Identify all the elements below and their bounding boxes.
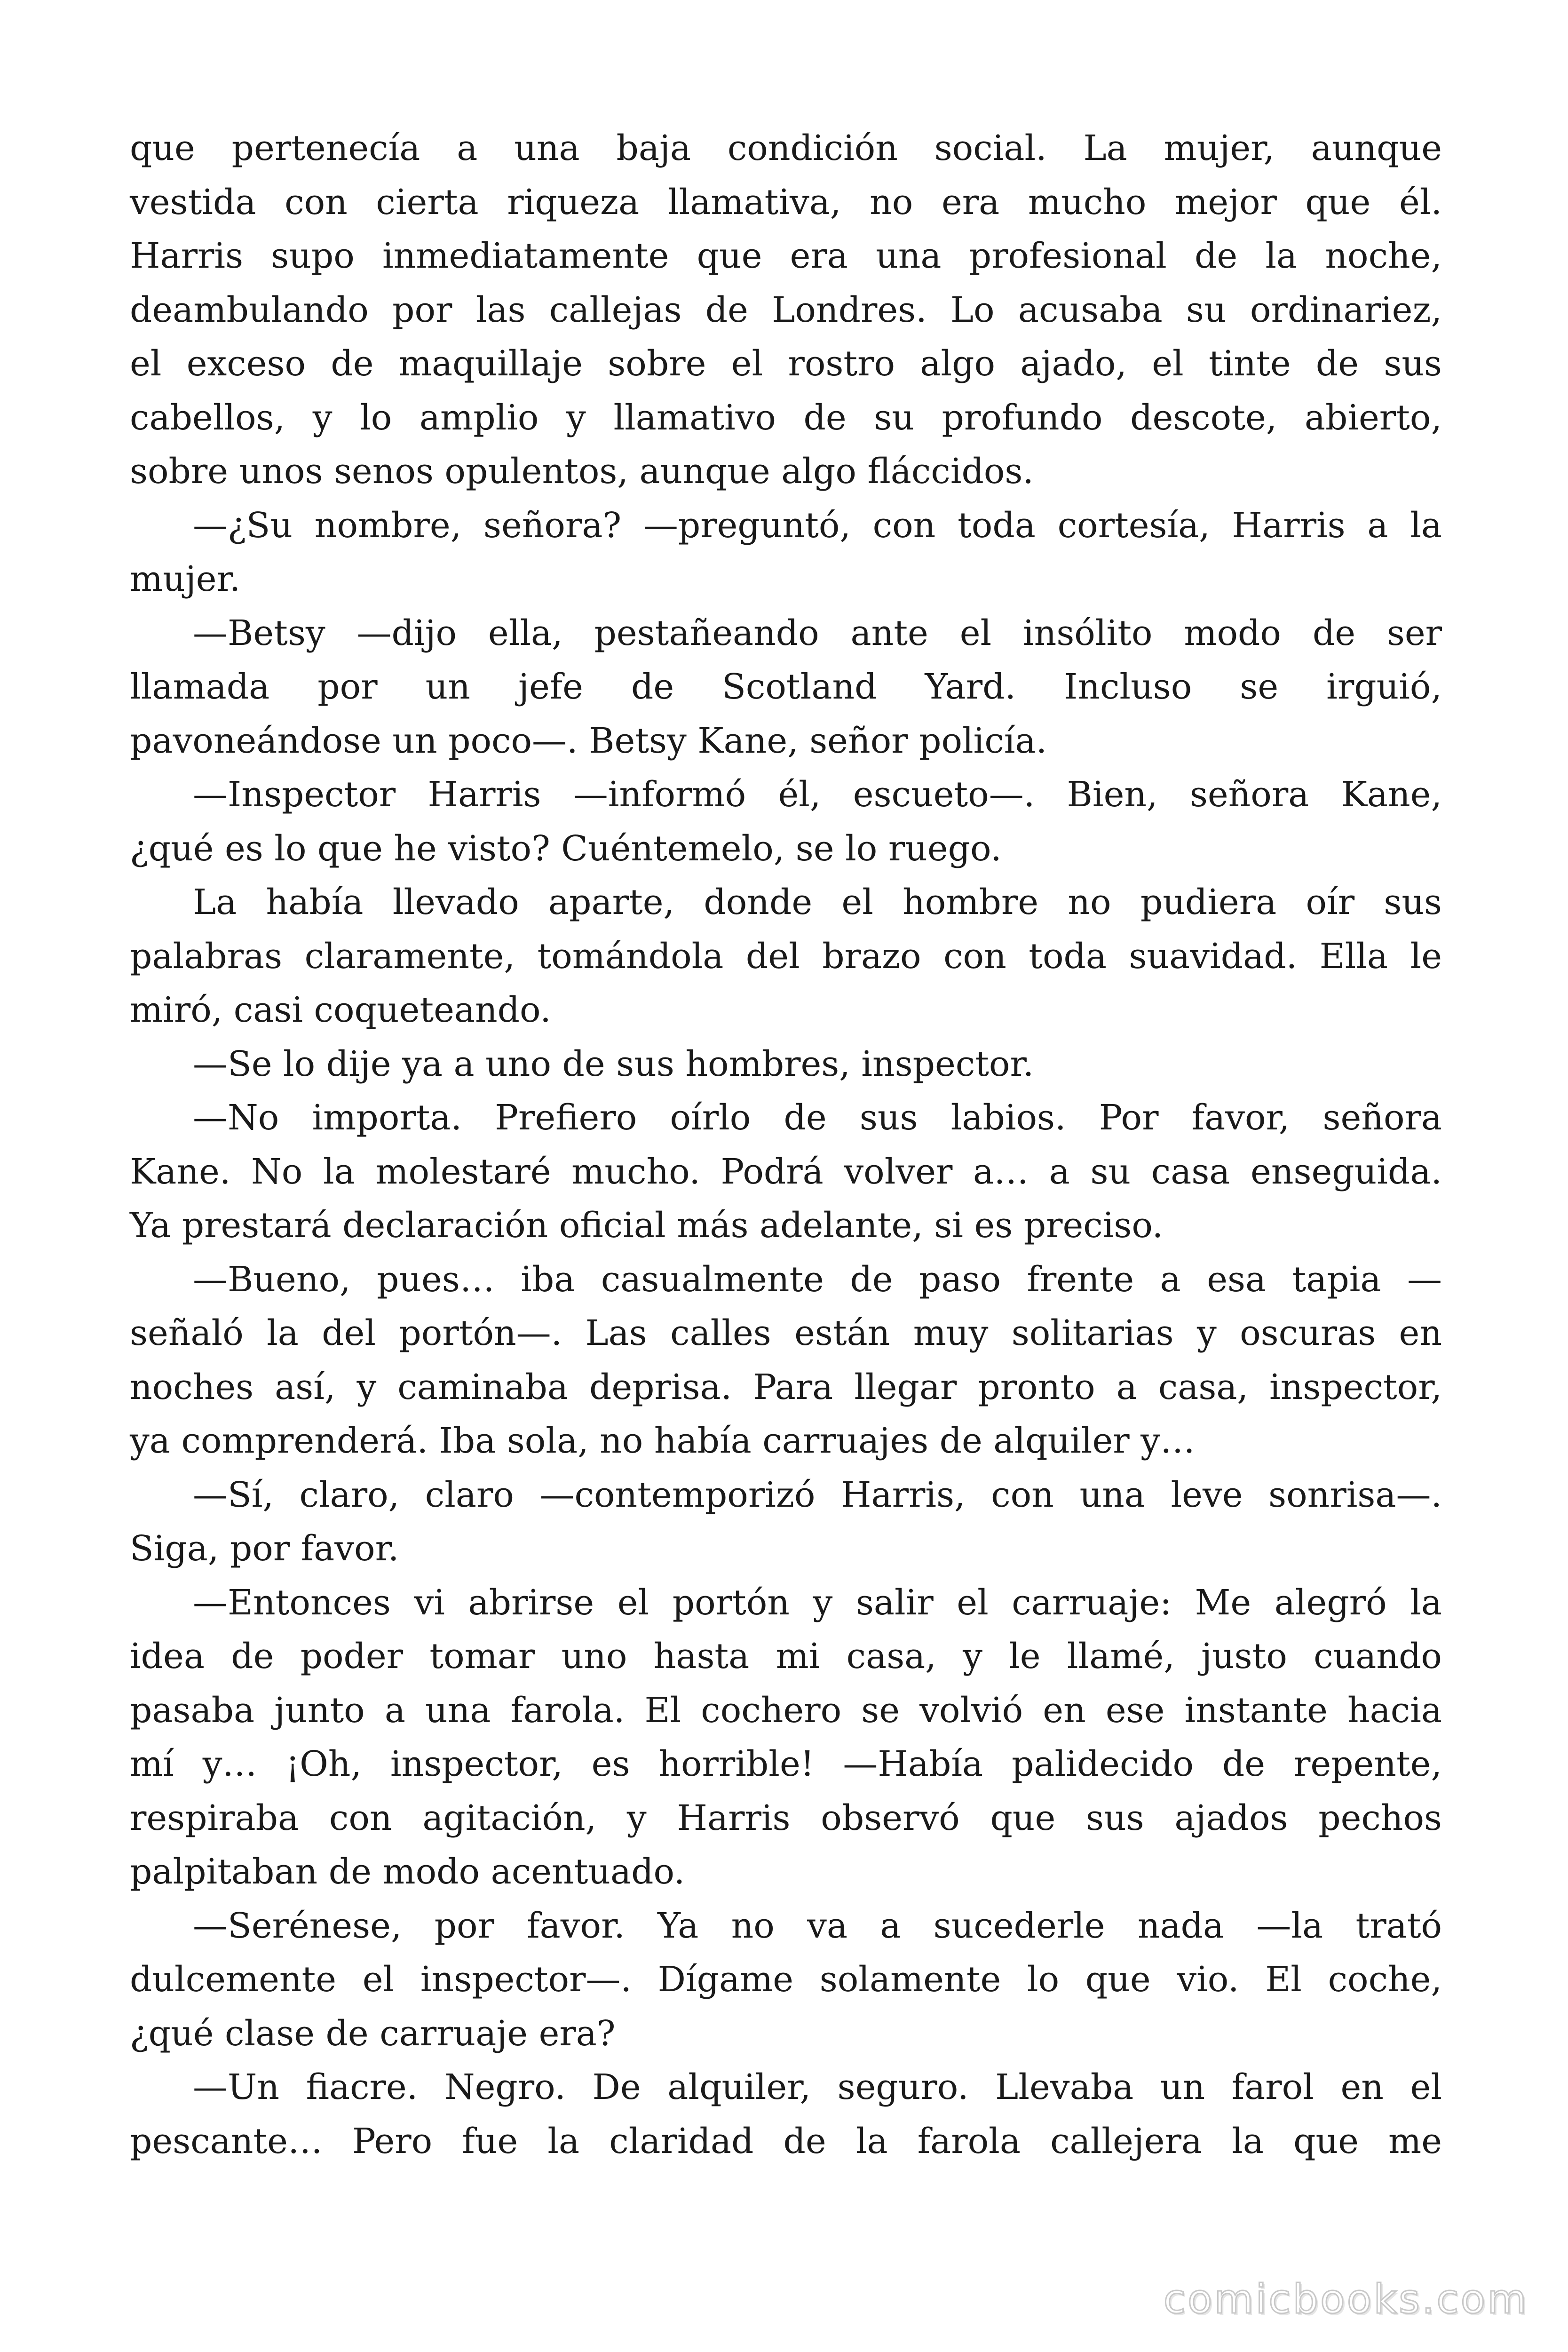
text-line: el exceso de maquillaje sobre el rostro algo ajado, el tinte de sus (130, 343, 1442, 384)
text-line: —Sí, claro, claro —contemporizó Harris, con una leve sonrisa—. (193, 1474, 1442, 1515)
text-line: palpitaban de modo acentuado. (130, 1851, 685, 1892)
text-line: —Bueno, pues… iba casualmente de paso frente a esa tapia — (193, 1259, 1442, 1300)
text-line: palabras claramente, tomándola del brazo con toda suavidad. Ella le (130, 936, 1442, 977)
text-line: La había llevado aparte, donde el hombre no pudiera oír sus (193, 882, 1442, 922)
text-line: Harris supo inmediatamente que era una profesional de la noche, (130, 236, 1442, 276)
text-line: —Entonces vi abrirse el portón y salir el carruaje: Me alegró la (193, 1582, 1442, 1623)
text-line: —¿Su nombre, señora? —preguntó, con toda cortesía, Harris a la (193, 505, 1442, 546)
text-line: miró, casi coqueteando. (130, 990, 551, 1030)
text-line: señaló la del portón—. Las calles están muy solitarias y oscuras en (130, 1313, 1442, 1353)
watermark: comicbooks.com (1163, 2276, 1528, 2323)
text-line: Kane. No la molestaré mucho. Podrá volver a… a su casa enseguida. (130, 1151, 1442, 1192)
text-line: —Se lo dije ya a uno de sus hombres, inspector. (193, 1043, 1034, 1084)
text-line: —Inspector Harris —informó él, escueto—. Bien, señora Kane, (193, 774, 1442, 815)
text-line: Ya prestará declaración oficial más adelante, si es preciso. (130, 1205, 1164, 1246)
text-line: llamada por un jefe de Scotland Yard. Incluso se irguió, (130, 667, 1442, 707)
text-line: ¿qué es lo que he visto? Cuéntemelo, se lo ruego. (130, 828, 1002, 869)
text-line: ya comprenderá. Iba sola, no había carruajes de alquiler y… (130, 1421, 1195, 1461)
text-line: pavoneándose un poco—. Betsy Kane, señor policía. (130, 720, 1047, 761)
text-line: que pertenecía a una baja condición social. La mujer, aunque (130, 128, 1442, 168)
text-line: sobre unos senos opulentos, aunque algo fláccidos. (130, 451, 1034, 492)
text-line: noches así, y caminaba deprisa. Para llegar pronto a casa, inspector, (130, 1367, 1442, 1407)
text-line: vestida con cierta riqueza llamativa, no era mucho mejor que él. (130, 182, 1442, 222)
text-line: cabellos, y lo amplio y llamativo de su profundo descote, abierto, (130, 397, 1442, 438)
text-line: pasaba junto a una farola. El cochero se volvió en ese instante hacia (130, 1690, 1442, 1731)
text-line: mí y… ¡Oh, inspector, es horrible! —Había palidecido de repente, (130, 1744, 1442, 1784)
text-line: pescante… Pero fue la claridad de la farola callejera la que me (130, 2121, 1442, 2161)
text-line: deambulando por las callejas de Londres. Lo acusaba su ordinariez, (130, 289, 1442, 330)
text-line: Siga, por favor. (130, 1528, 399, 1569)
text-line: —No importa. Prefiero oírlo de sus labios. Por favor, señora (193, 1097, 1442, 1138)
text-line: —Serénese, por favor. Ya no va a sucederle nada —la trató (193, 1905, 1442, 1946)
text-line: dulcemente el inspector—. Dígame solamente lo que vio. El coche, (130, 1959, 1442, 2000)
text-line: —Betsy —dijo ella, pestañeando ante el insólito modo de ser (193, 612, 1442, 653)
text-line: ¿qué clase de carruaje era? (130, 2013, 616, 2054)
text-line: respiraba con agitación, y Harris observó que sus ajados pechos (130, 1797, 1442, 1838)
body-text (130, 121, 1442, 2168)
text-line: mujer. (130, 559, 241, 599)
text-line: —Un fiacre. Negro. De alquiler, seguro. Llevaba un farol en el (193, 2067, 1442, 2107)
text-line: idea de poder tomar uno hasta mi casa, y le llamé, justo cuando (130, 1636, 1442, 1677)
